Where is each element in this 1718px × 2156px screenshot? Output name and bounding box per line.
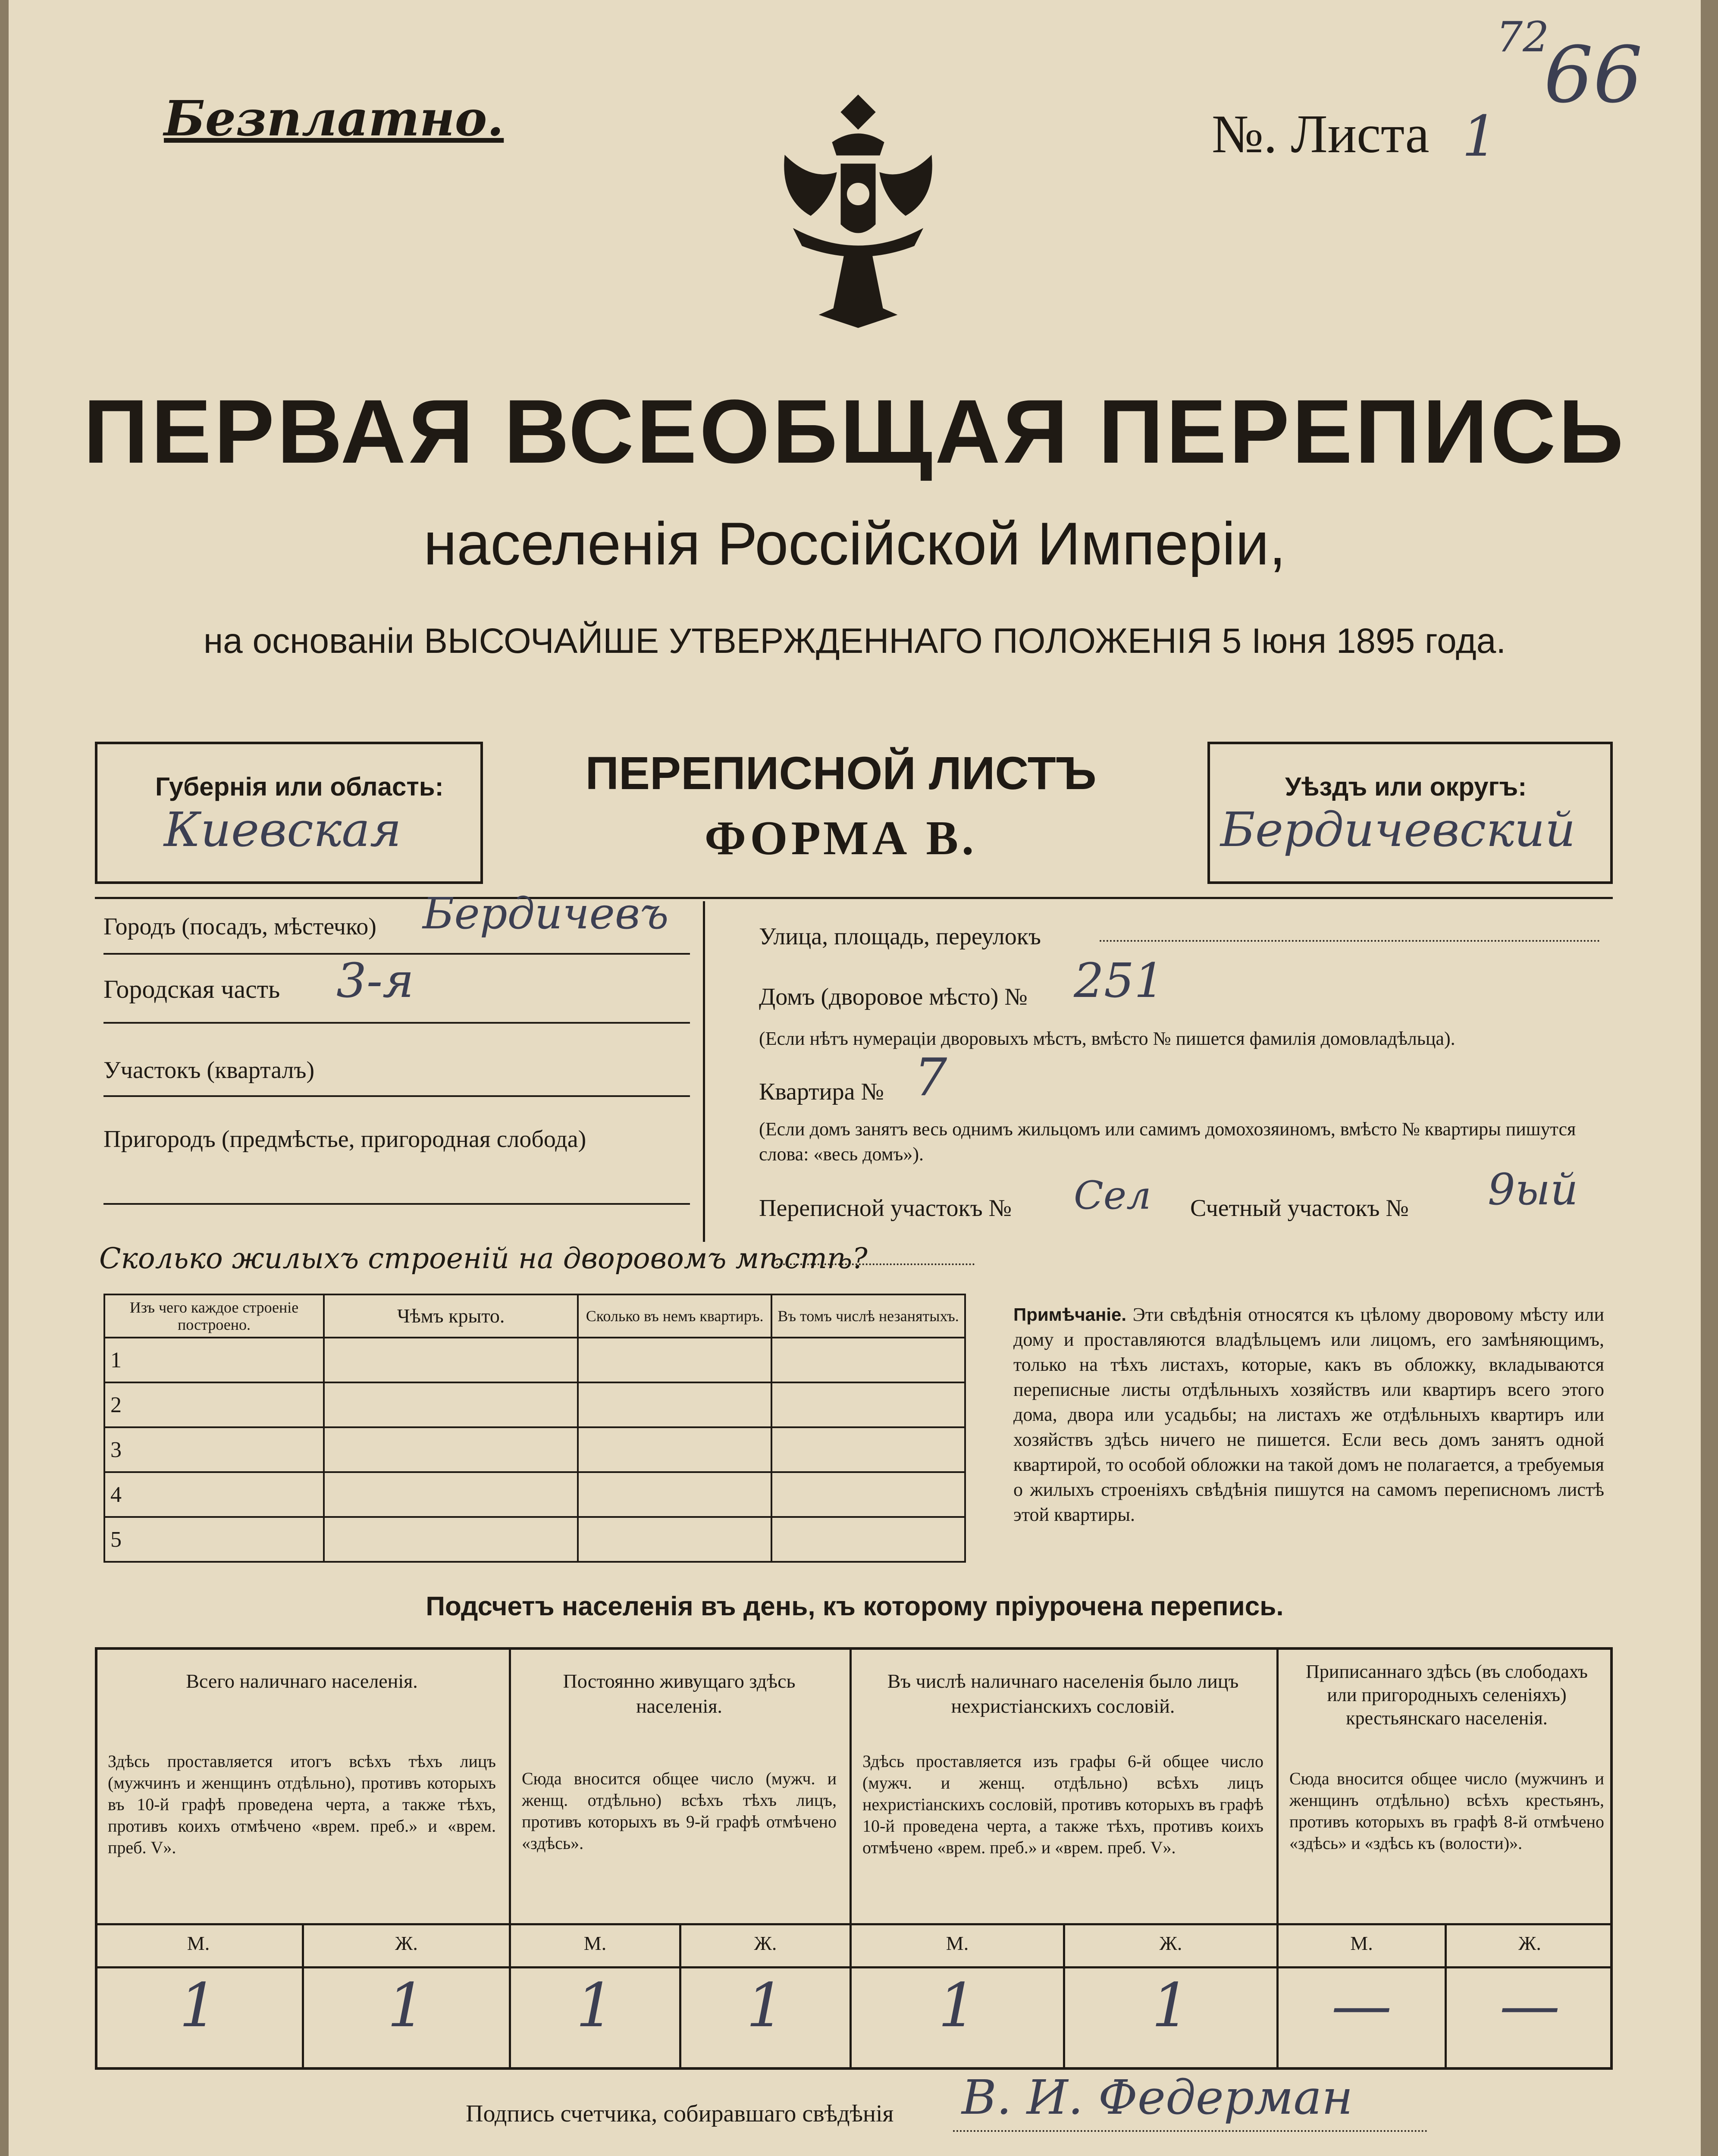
- count-section-label: Счетный участокъ №: [1190, 1195, 1409, 1222]
- note-text: Эти свѣдѣнія относятся къ цѣлому дворовому мѣсту или дому и проставляются владѣльцемъ или лицомъ, его замѣняющимъ, только на тѣхъ листахъ, которые, какъ въ обложку, вкладываются переписные листы отдѣльныхъ хозяйствъ или квартиръ всего этого дома, двора или усадьбы; на листахъ же отдѣльныхъ квартиръ или хозяйствъ здѣсь ничего не пишется. Если весь домъ занятъ одной квартирой, то особой обложки на такой домъ не полагается, а требуемыя о жилыхъ строеніяхъ свѣдѣнія пишутся на самомъ переписномъ листѣ этой квартиры.: [1013, 1304, 1605, 1525]
- uezd-label: Уѣздъ или округъ:: [1285, 772, 1527, 801]
- pop-col3-f-label: Ж.: [1159, 1932, 1182, 1954]
- sheet-no-value: 1: [1462, 103, 1498, 169]
- form-type: ФОРМА В.: [704, 812, 978, 865]
- signature-label: Подпись счетчика, собиравшаго свѣдѣнія: [466, 2100, 894, 2127]
- pop-col2-m-label: М.: [583, 1932, 607, 1954]
- pop-col3-desc: Здѣсь проставляется изъ графы 6-й общее число (мужч. и женщ. отдѣльно) всѣхъ лицъ нехристіанскихъ сословій, противъ которыхъ въ графѣ 10-й проведена черта, а также тѣхъ, противъ коихъ отмѣчено «врем. преб.» и «врем. преб. V».: [862, 1752, 1263, 1857]
- imperial-eagle-icon: [768, 86, 949, 336]
- pop-col2-f-value: 1: [746, 1971, 785, 2041]
- gubernia-value: Киевская: [164, 802, 401, 857]
- district-value: 3-я: [336, 953, 414, 1008]
- pop-col4-f-label: Ж.: [1518, 1932, 1541, 1954]
- apartment-note: (Если домъ занятъ весь однимъ жильцомъ или самимъ домохозяиномъ, вмѣсто № квартиры пишутся слова: «весь домъ»).: [759, 1119, 1576, 1165]
- pop-col1-m-value: 1: [179, 1971, 218, 2041]
- city-label: Городъ (посадъ, мѣстечко): [103, 913, 376, 940]
- pop-col3-m-value: 1: [938, 1971, 977, 2041]
- pop-col3-f-value: 1: [1151, 1971, 1190, 2041]
- pop-col4-desc: Сюда вносится общее число (мужчинъ и женщинъ отдѣльно) всѣхъ крестьянъ, противъ которыхъ въ графѣ 8-й отмѣчено «здѣсь» и «здѣсь къ (волости)».: [1289, 1769, 1604, 1853]
- gubernia-label: Губернія или область:: [155, 772, 444, 801]
- pop-col4-f-value: —: [1499, 1971, 1560, 2041]
- archive-number-top: 72: [1496, 13, 1549, 61]
- apartment-label: Квартира №: [759, 1078, 884, 1105]
- city-value: Бердичевъ: [423, 888, 669, 939]
- pop-col4-m-label: М.: [1350, 1932, 1373, 1954]
- counter-signature: В. И. Федерман: [962, 2070, 1353, 2125]
- uezd-value: Бердичевский: [1220, 802, 1576, 857]
- pop-col4-m-value: —: [1331, 1971, 1392, 2041]
- house-note: (Если нѣтъ нумераціи дворовыхъ мѣстъ, вмѣсто № пишется фамилія домовладѣльца).: [759, 1028, 1455, 1049]
- apartment-value: 7: [914, 1048, 947, 1108]
- buildings-question: Сколько жилыхъ строеній на дворовомъ мѣстѣ?: [99, 1242, 868, 1275]
- section-line: [103, 1095, 690, 1097]
- pop-col1-desc: Здѣсь проставляется итогъ всѣхъ тѣхъ лицъ (мужчинъ и женщинъ отдѣльно), противъ которыхъ въ 10-й графѣ проведена черта, а также тѣхъ, противъ коихъ отмѣчено «врем. преб.» и «врем. преб. V».: [108, 1752, 496, 1857]
- district-line: [103, 1022, 690, 1024]
- col-roof: Чѣмъ крыто.: [324, 1294, 578, 1338]
- house-label: Домъ (дворовое мѣсто) №: [759, 984, 1028, 1010]
- population-heading: Подсчетъ населенія въ день, къ которому пріурочена перепись.: [426, 1592, 1284, 1621]
- building-row-2: 2: [104, 1382, 324, 1427]
- pop-col3-m-label: М.: [946, 1932, 969, 1954]
- buildings-question-field: [776, 1263, 975, 1265]
- pop-col2-m-value: 1: [576, 1971, 614, 2041]
- note-block: [1013, 1302, 1604, 1527]
- address-top-rule: [95, 897, 1613, 899]
- pop-col1-title: Всего наличнаго населенія.: [186, 1670, 418, 1692]
- suburb-label: Пригородъ (предмѣстье, пригородная слобода): [103, 1126, 586, 1153]
- count-section-value: 9ый: [1488, 1164, 1578, 1215]
- col-vacant: Въ томъ числѣ незанятыхъ.: [771, 1294, 965, 1338]
- sheet-no-label: №. Листа: [1212, 104, 1430, 164]
- census-section-value: Сел: [1074, 1173, 1151, 1218]
- main-title: ПЕРВАЯ ВСЕОБЩАЯ ПЕРЕПИСЬ: [83, 381, 1626, 482]
- building-row-1: 1: [104, 1338, 324, 1382]
- district-label: Городская часть: [103, 975, 280, 1003]
- form-title: ПЕРЕПИСНОЙ ЛИСТЪ: [585, 747, 1097, 799]
- legal-basis: на основаніи ВЫСОЧАЙШЕ УТВЕРЖДЕННАГО ПОЛОЖЕНІЯ 5 Іюня 1895 года.: [203, 621, 1506, 661]
- street-field: [1100, 940, 1600, 942]
- pop-col1-f-label: Ж.: [395, 1932, 418, 1954]
- pop-values-rule: [95, 1966, 1613, 1968]
- census-form-page: [9, 0, 1701, 2156]
- note-label: Примѣчаніе.: [1013, 1304, 1127, 1325]
- col-material: Изъ чего каждое строеніе построено.: [104, 1294, 324, 1338]
- pop-col3-title: Въ числѣ наличнаго населенія было лицъ нехристіанскихъ сословій.: [887, 1670, 1239, 1717]
- building-row-3: 3: [104, 1427, 324, 1472]
- archive-number: 66: [1544, 30, 1643, 120]
- street-label: Улица, площадь, переулокъ: [759, 923, 1041, 950]
- free-label: Безплатно.: [164, 91, 504, 147]
- building-row-4: 4: [104, 1472, 324, 1517]
- house-value: 251: [1074, 953, 1164, 1008]
- suburb-line: [103, 1203, 690, 1205]
- pop-col1-f-value: 1: [387, 1971, 426, 2041]
- building-row-5: 5: [104, 1517, 324, 1562]
- pop-mf-rule: [95, 1923, 1613, 1925]
- section-label: Участокъ (кварталъ): [103, 1057, 315, 1084]
- col-apartments: Сколько въ немъ квартиръ.: [578, 1294, 771, 1338]
- pop-col2-f-label: Ж.: [754, 1932, 777, 1954]
- signature-line: [953, 2130, 1427, 2132]
- census-section-label: Переписной участокъ №: [759, 1195, 1012, 1222]
- subtitle: населенія Россійской Имперіи,: [423, 510, 1286, 577]
- pop-col1-m-label: М.: [187, 1932, 210, 1954]
- pop-col2-title: Постоянно живущаго здѣсь населенія.: [563, 1670, 796, 1717]
- pop-col4-title: Приписаннаго здѣсь (въ слободахъ или пригородныхъ селеніяхъ) крестьянскаго населенія.: [1306, 1661, 1588, 1729]
- buildings-table: [103, 1294, 966, 1563]
- pop-col2-desc: Сюда вносится общее число (мужч. и женщ. отдѣльно) всѣхъ тѣхъ лицъ, противъ которыхъ въ 9-й графѣ отмѣчено «здѣсь».: [522, 1769, 837, 1853]
- address-divider: [703, 901, 705, 1242]
